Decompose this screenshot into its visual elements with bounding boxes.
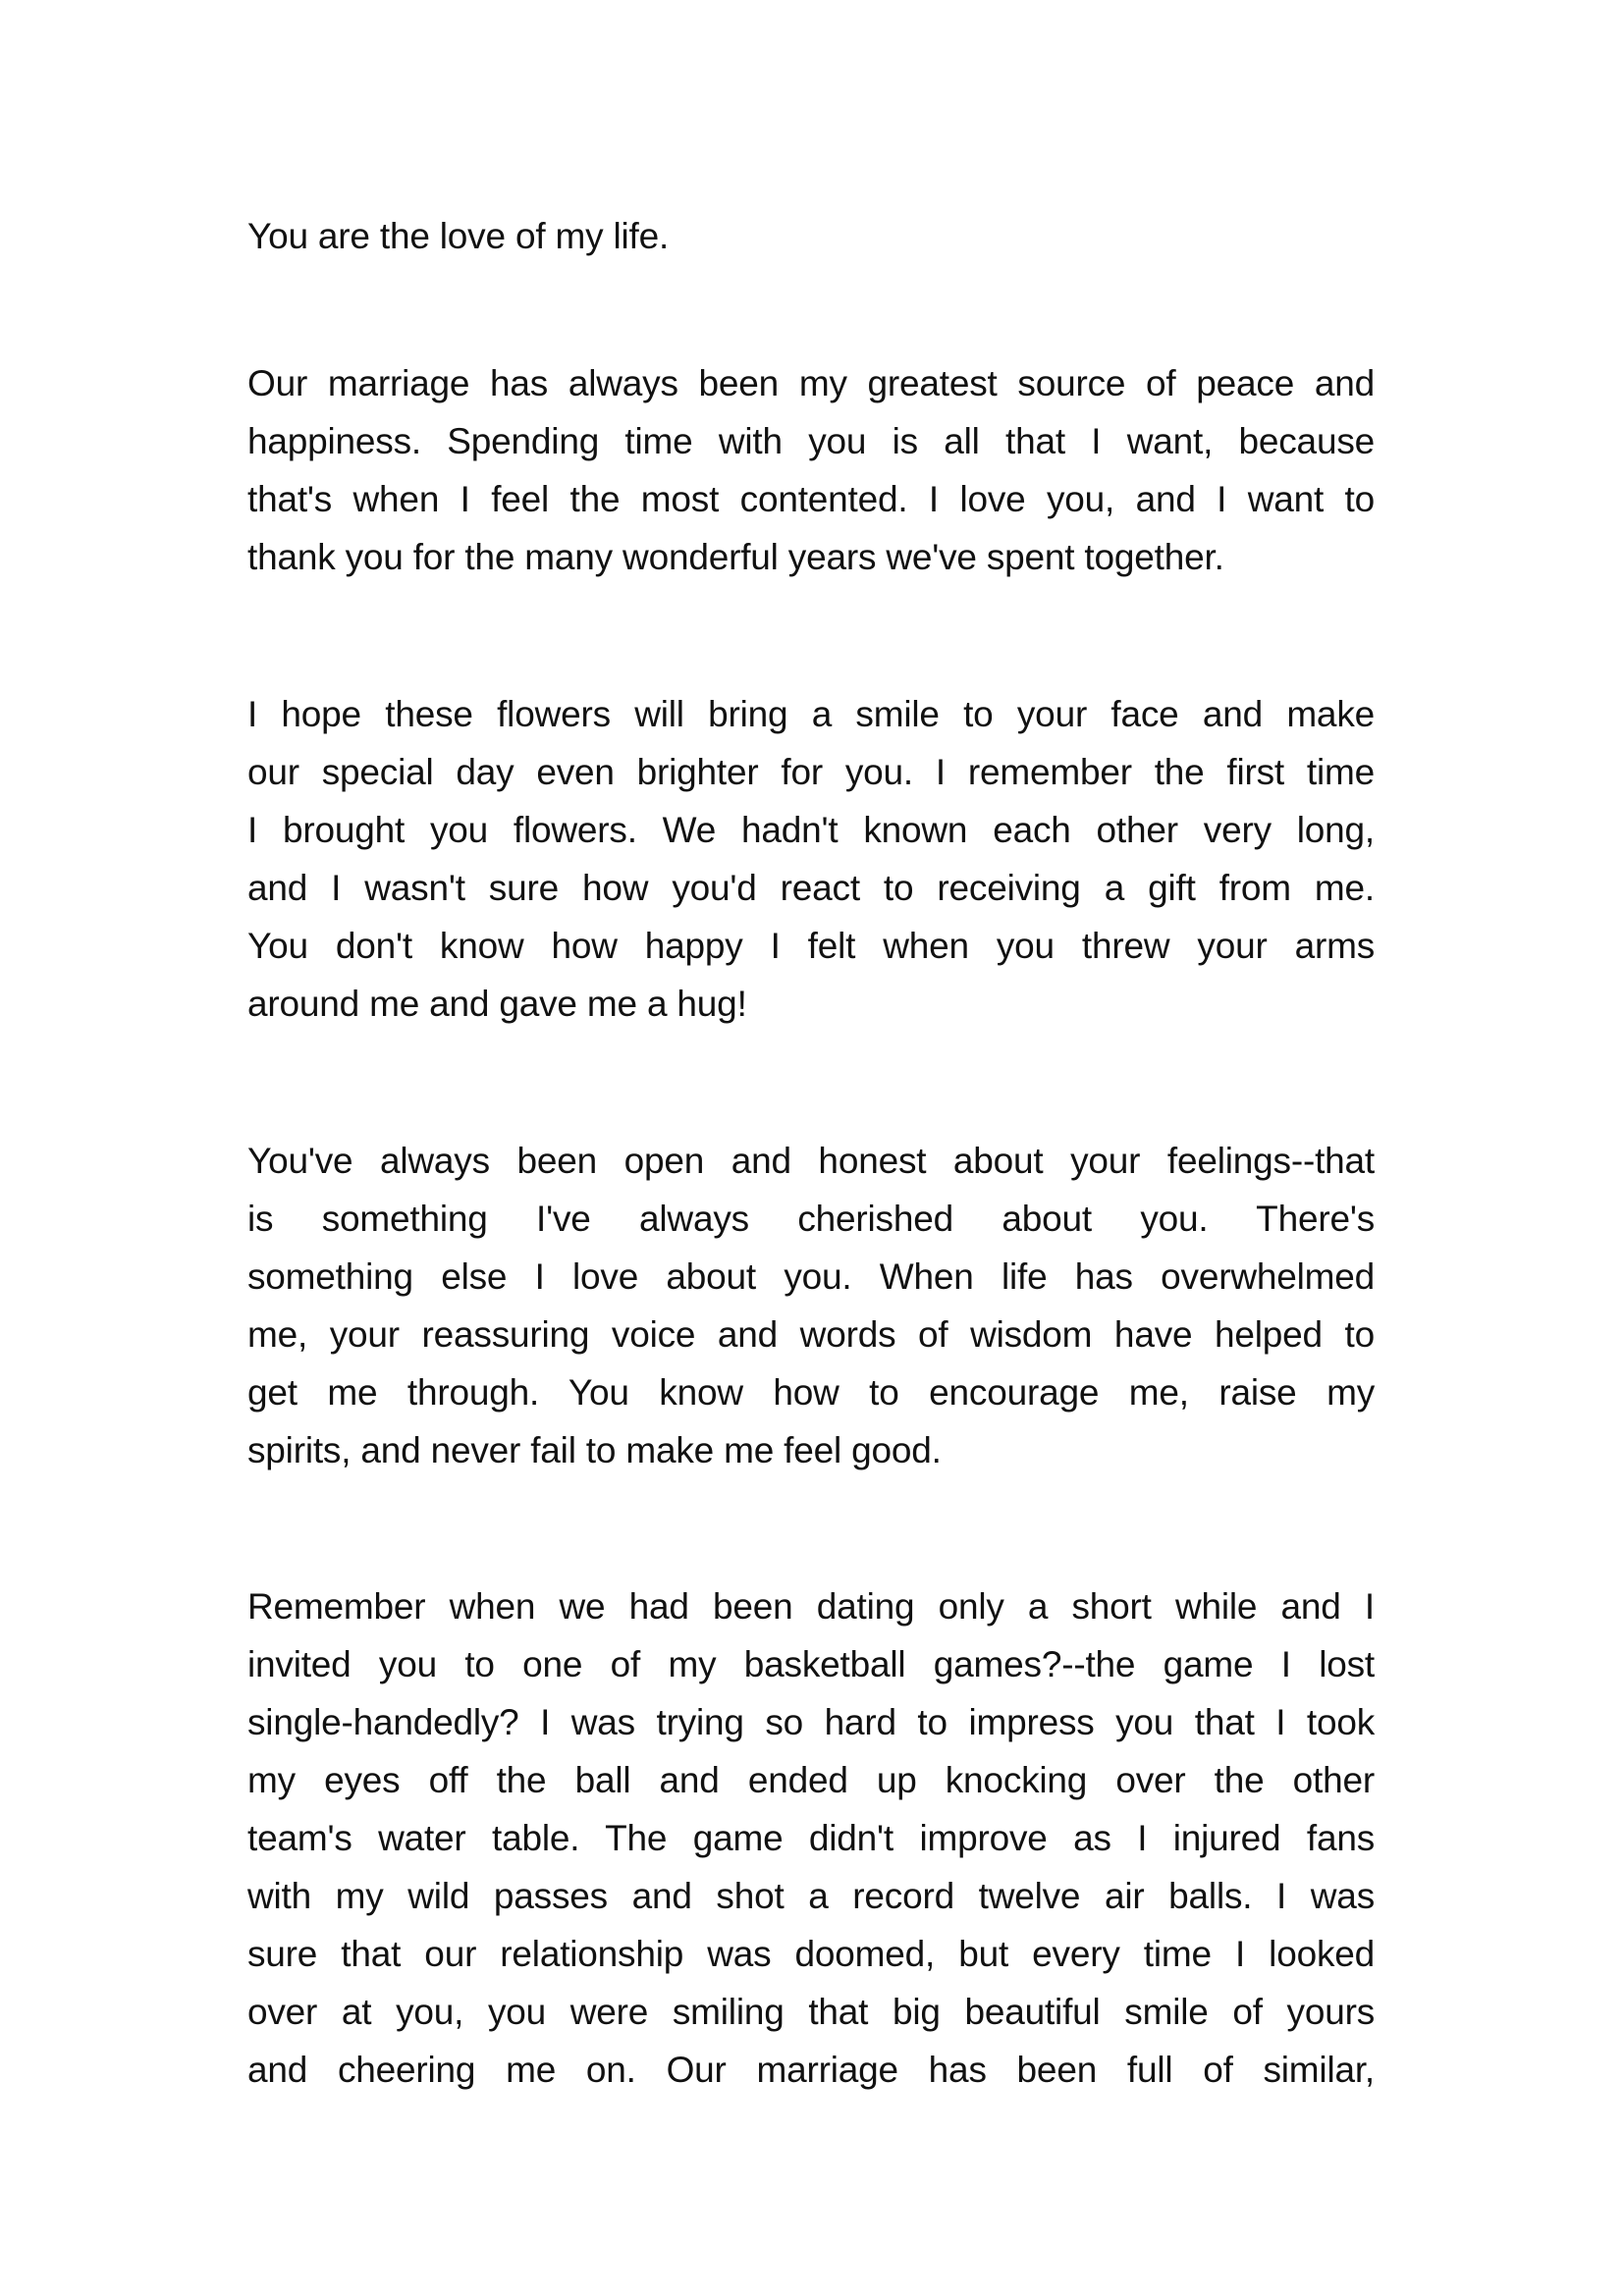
text-line: and I wasn't sure how you'd react to receiving a gift from me. bbox=[247, 868, 1375, 908]
text-line: Our marriage has always been my greatest source of peace and bbox=[247, 363, 1375, 403]
text-line: I brought you flowers. We hadn't known each other very long, bbox=[247, 810, 1375, 850]
text-line: I hope these flowers will bring a smile to your face and make bbox=[247, 694, 1375, 734]
text-line: me, your reassuring voice and words of wisdom have helped to bbox=[247, 1314, 1375, 1355]
text-line: and cheering me on. Our marriage has been full of similar, bbox=[247, 2050, 1375, 2090]
text-line: single-handedly? I was trying so hard to impress you that I took bbox=[247, 1702, 1375, 1742]
text-line: thank you for the many wonderful years we've spent together. bbox=[247, 537, 1224, 577]
text-line: You don't know how happy I felt when you threw your arms bbox=[247, 926, 1375, 966]
paragraph-basketball bbox=[247, 1577, 1375, 2099]
text-line: over at you, you were smiling that big beautiful smile of yours bbox=[247, 1992, 1375, 2032]
paragraph-opening bbox=[247, 207, 1375, 265]
paragraph-flowers bbox=[247, 685, 1375, 1033]
text-line: our special day even brighter for you. I remember the first time bbox=[247, 752, 1375, 792]
text-line: get me through. You know how to encourage me, raise my bbox=[247, 1372, 1375, 1413]
text-line: around me and gave me a hug! bbox=[247, 984, 747, 1024]
text-line: with my wild passes and shot a record twelve air balls. I was bbox=[247, 1876, 1375, 1916]
text-line: Remember when we had been dating only a short while and I bbox=[247, 1586, 1375, 1627]
text-line: You've always been open and honest about your feelings--that bbox=[247, 1141, 1375, 1181]
text-line: sure that our relationship was doomed, but every time I looked bbox=[247, 1934, 1375, 1974]
text-line: is something I've always cherished about you. There's bbox=[247, 1199, 1375, 1239]
text-line: happiness. Spending time with you is all that I want, because bbox=[247, 421, 1375, 461]
text-line: my eyes off the ball and ended up knocking over the other bbox=[247, 1760, 1375, 1800]
paragraph-marriage-peace bbox=[247, 354, 1375, 586]
paragraph-honesty bbox=[247, 1132, 1375, 1479]
text-line: spirits, and never fail to make me feel good. bbox=[247, 1430, 942, 1470]
text-line: that's when I feel the most contented. I love you, and I want to bbox=[247, 479, 1375, 519]
text-line: team's water table. The game didn't improve as I injured fans bbox=[247, 1818, 1375, 1858]
text-line: You are the love of my life. bbox=[247, 216, 670, 256]
text-line: invited you to one of my basketball games?--the game I lost bbox=[247, 1644, 1375, 1684]
text-line: something else I love about you. When life has overwhelmed bbox=[247, 1256, 1375, 1297]
